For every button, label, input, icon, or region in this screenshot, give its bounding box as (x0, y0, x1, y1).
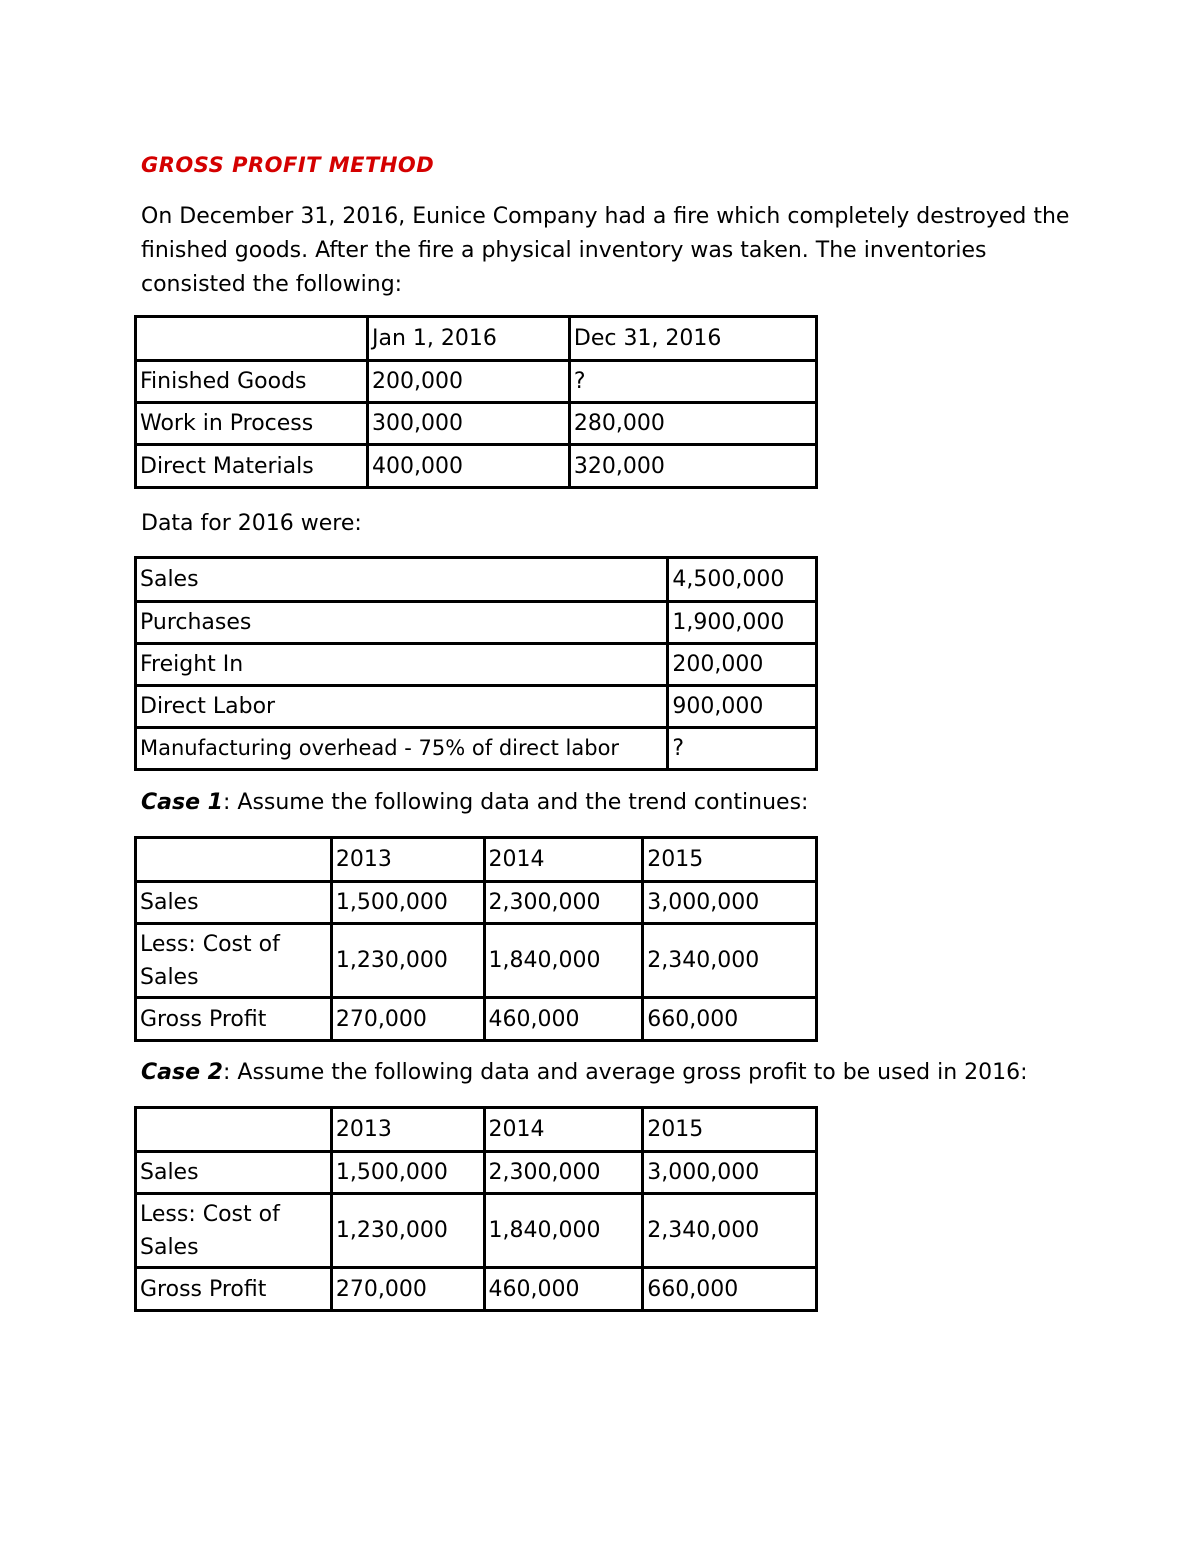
table-row (136, 361, 817, 403)
table-cell: 270,000 (331, 1268, 484, 1311)
inventory-table (134, 315, 818, 489)
table-header-cell: 2014 (484, 1108, 643, 1152)
table-cell: Gross Profit (136, 1268, 332, 1311)
case-1-heading: Case 1 (141, 790, 223, 815)
table-cell: 400,000 (368, 445, 570, 488)
table-row (136, 558, 817, 602)
table-cell: 280,000 (569, 403, 816, 445)
table-row (136, 686, 817, 728)
case-2-table (134, 1106, 818, 1312)
table-cell: 1,500,000 (331, 882, 484, 924)
table-header-cell (136, 1108, 332, 1152)
table-header-cell: 2015 (643, 838, 817, 882)
table-row (136, 403, 817, 445)
table-row (136, 924, 817, 998)
case-1-label (141, 790, 808, 815)
intro-paragraph: On December 31, 2016, Eunice Company had a fire which completely destroyed the finished goods. After the fire a physical inventory was taken. The inventories consisted the following: (141, 204, 1070, 297)
table-cell: Purchases (136, 602, 668, 644)
table-cell: Freight In (136, 644, 668, 686)
table-cell: 4,500,000 (668, 558, 817, 602)
table-header-cell: 2013 (331, 838, 484, 882)
table-cell: 900,000 (668, 686, 817, 728)
table-header-cell (136, 838, 332, 882)
table-cell: 660,000 (643, 1268, 817, 1311)
case-1-text: : Assume the following data and the trend continues: (222, 790, 809, 815)
table-cell: ? (569, 361, 816, 403)
table-cell: 270,000 (331, 998, 484, 1041)
table-cell: 1,840,000 (484, 924, 643, 998)
table-cell: 1,500,000 (331, 1152, 484, 1194)
table-cell: 460,000 (484, 1268, 643, 1311)
table-cell: Direct Labor (136, 686, 668, 728)
table-cell: 1,900,000 (668, 602, 817, 644)
table-header-cell: Dec 31, 2016 (569, 317, 816, 361)
table-header-row (136, 838, 817, 882)
table-cell: 1,230,000 (331, 924, 484, 998)
table-row (136, 728, 817, 770)
table-cell: 460,000 (484, 998, 643, 1041)
table-cell: 2,340,000 (643, 924, 817, 998)
table-cell: 200,000 (668, 644, 817, 686)
table-header-cell: 2015 (643, 1108, 817, 1152)
data-2016-table (134, 556, 818, 771)
table-cell: 3,000,000 (643, 1152, 817, 1194)
table-cell: 300,000 (368, 403, 570, 445)
table-cell: 320,000 (569, 445, 816, 488)
table-cell: Less: Cost of Sales (136, 924, 332, 998)
table-cell: Sales (136, 882, 332, 924)
table-header-cell: 2013 (331, 1108, 484, 1152)
table-row (136, 445, 817, 488)
data-label: Data for 2016 were: (141, 511, 362, 536)
table-row (136, 998, 817, 1041)
table-cell: 2,300,000 (484, 1152, 643, 1194)
table-cell: ? (668, 728, 817, 770)
table-cell: 1,230,000 (331, 1194, 484, 1268)
table-cell: Less: Cost of Sales (136, 1194, 332, 1268)
table-row (136, 1268, 817, 1311)
table-cell: 1,840,000 (484, 1194, 643, 1268)
table-row (136, 1152, 817, 1194)
table-row (136, 602, 817, 644)
table-cell: 2,300,000 (484, 882, 643, 924)
table-cell: 660,000 (643, 998, 817, 1041)
table-cell: Sales (136, 558, 668, 602)
table-row (136, 1194, 817, 1268)
case-2-text: : Assume the following data and average gross profit to be used in 2016: (222, 1060, 1028, 1085)
table-header-cell: Jan 1, 2016 (368, 317, 570, 361)
table-header-row (136, 317, 817, 361)
table-cell: 200,000 (368, 361, 570, 403)
case-1-table (134, 836, 818, 1042)
table-cell: Finished Goods (136, 361, 368, 403)
table-cell: Manufacturing overhead - 75% of direct labor (136, 728, 668, 770)
case-2-heading: Case 2 (141, 1060, 223, 1085)
page-title: GROSS PROFIT METHOD (141, 153, 435, 177)
table-row (136, 882, 817, 924)
table-header-cell: 2014 (484, 838, 643, 882)
table-header-row (136, 1108, 817, 1152)
table-cell: Sales (136, 1152, 332, 1194)
table-cell: Gross Profit (136, 998, 332, 1041)
table-cell: 3,000,000 (643, 882, 817, 924)
table-header-cell (136, 317, 368, 361)
table-cell: 2,340,000 (643, 1194, 817, 1268)
table-row (136, 644, 817, 686)
table-cell: Direct Materials (136, 445, 368, 488)
table-cell: Work in Process (136, 403, 368, 445)
case-2-label (141, 1060, 1028, 1085)
